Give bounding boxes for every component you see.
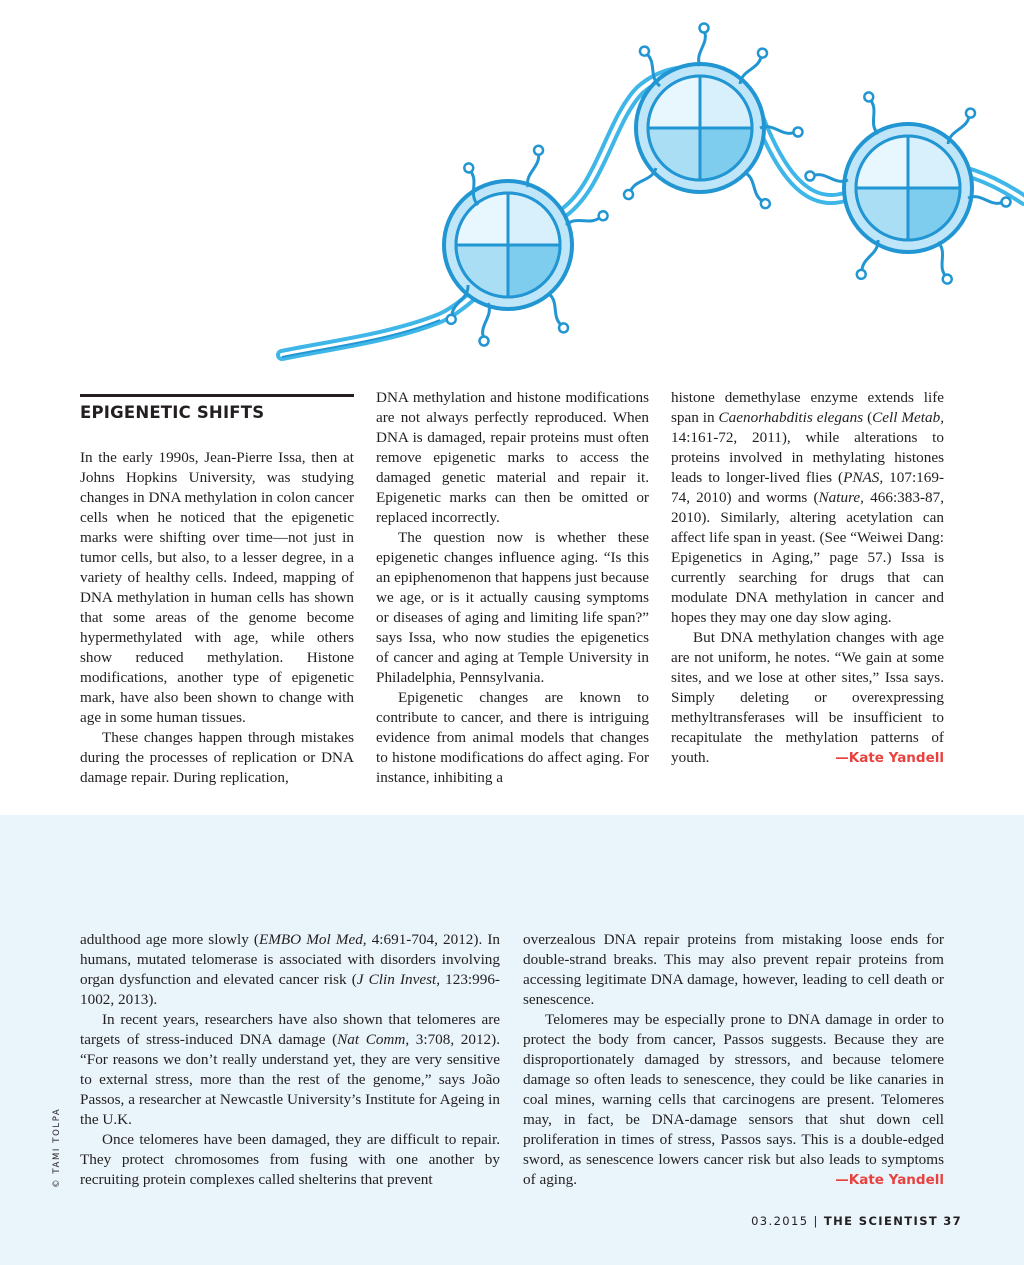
- paragraph: adulthood age more slowly (EMBO Mol Med, 4:691-704, 2012). In humans, mutated telomerase is associated with disorders involving organ dysfunction and elevated cancer risk (J Clin Invest, 123:996-1002, 2013).: [80, 931, 500, 1008]
- paragraph: overzealous DNA repair proteins from mistaking loose ends for double-strand breaks. This may also prevent repair proteins from accessing legitimate DNA damage, however, leading to cell death or senescence.: [523, 931, 944, 1008]
- issue-date: 03.2015: [751, 1214, 809, 1228]
- byline: —Kate Yandell: [835, 1172, 944, 1188]
- magazine-name: THE SCIENTIST: [823, 1214, 939, 1228]
- lower-column-2: [523, 930, 944, 1190]
- paragraph: In recent years, researchers have also shown that telomeres are targets of stress-induced DNA damage (Nat Comm, 3:708, 2012). “For reasons we don’t really understand yet, they are very sensitive to external stress, more than the rest of the genome,” says João Passos, a researcher at Newcastle University’s Institute for Ageing in the U.K.: [80, 1011, 500, 1128]
- journal-citation: Cell Metab,: [872, 409, 944, 426]
- page-footer: [751, 1214, 962, 1228]
- article-column-1: [80, 448, 354, 788]
- nucleosome-3: [806, 91, 1011, 285]
- paragraph: The question now is whether these epigenetic changes influence aging. “Is this an epiphenomenon that happens just because we age, or is it actually causing symptoms or diseases of aging and limiting life span?” says Issa, who now studies the epigenetics of cancer and aging at Temple University in Philadelphia, Pennsylvania.: [376, 529, 649, 686]
- article-column-3: [671, 388, 944, 768]
- nucleosome-1: [444, 145, 609, 346]
- paragraph: In the early 1990s, Jean-Pierre Issa, then at Johns Hopkins University, was studying changes in DNA methylation in colon cancer cells when he noticed that the epigenetic marks were shifting over time—not just in tumor cells, but also, to a lesser degree, in a variety of healthy cells. Indeed, mapping of DNA methylation in human cells has shown that some areas of the genome become hypermethylated with age, while others show reduced methylation. Histone modifications, another type of epigenetic mark, have also been shown to change with age in some human tissues.: [80, 449, 354, 726]
- species-name: Caenorhabditis elegans: [718, 409, 864, 426]
- chromatin-illustration: [0, 0, 1024, 385]
- paragraph: But DNA methylation changes with age are not uniform, he notes. “We gain at some sites, and we lose at other sites,” Issa says. Simply deleting or overexpressing methyltransferases will be insufficient to recapitulate the methylation patterns of youth. —Kate Yandell: [671, 629, 944, 766]
- lower-column-1: [80, 930, 500, 1190]
- paragraph: histone demethylase enzyme extends life span in Caenorhabditis elegans (Cell Metab, 14:161-72, 2011), while alterations to proteins involved in methylating histones leads to longer-lived flies (PNAS, 107:169-74, 2010) and worms (Nature, 466:383-87, 2010). Similarly, altering acetylation can affect life span in yeast. (See “Weiwei Dang: Epigenetics in Aging,” page 57.) Issa is currently searching for drugs that can modulate DNA methylation in cancer and hopes they may one day slow aging.: [671, 389, 944, 626]
- nucleosome-2: [622, 24, 802, 211]
- journal-citation: PNAS,: [843, 469, 884, 486]
- journal-citation: Nature,: [818, 489, 864, 506]
- journal-citation: Nat Comm,: [337, 1031, 410, 1048]
- paragraph: Telomeres may be especially prone to DNA damage in order to protect the body from cancer, Passos suggests. Because they are disproportionately damaged by stressors, and because telomere damage so often leads to senescence, they could be like canaries in coal mines, warning cells that carcinogens are present. Telomeres may, in fact, be DNA-damage sensors that shut down cell proliferation in times of stress, Passos says. This is a double-edged sword, as senescence lowers cancer risk but also leads to symptoms of aging. —Kate Yandell: [523, 1011, 944, 1188]
- journal-citation: J Clin Invest,: [356, 971, 441, 988]
- section-rule: [80, 394, 354, 397]
- article-column-2: [376, 388, 649, 788]
- paragraph: Once telomeres have been damaged, they are difficult to repair. They protect chromosomes from fusing with one another by recruiting protein complexes called shelterins that prevent: [80, 1131, 500, 1188]
- journal-citation: EMBO Mol Med,: [258, 931, 367, 948]
- photo-credit: © TAMI TOLPA: [52, 1107, 62, 1188]
- byline: —Kate Yandell: [835, 750, 944, 766]
- footer-separator: |: [813, 1214, 819, 1228]
- page-number: 37: [943, 1214, 962, 1228]
- section-heading: EPIGENETIC SHIFTS: [80, 403, 265, 422]
- paragraph: These changes happen through mistakes during the processes of replication or DNA damage repair. During replication,: [80, 729, 354, 786]
- paragraph: DNA methylation and histone modifications are not always perfectly reproduced. When DNA is damaged, repair proteins must often remove epigenetic marks to access the damaged genetic material and repair it. Epigenetic marks can then be omitted or replaced incorrectly.: [376, 389, 649, 526]
- paragraph: Epigenetic changes are known to contribute to cancer, and there is intriguing evidence from animal models that changes to histone modifications do affect aging. For instance, inhibiting a: [376, 689, 649, 786]
